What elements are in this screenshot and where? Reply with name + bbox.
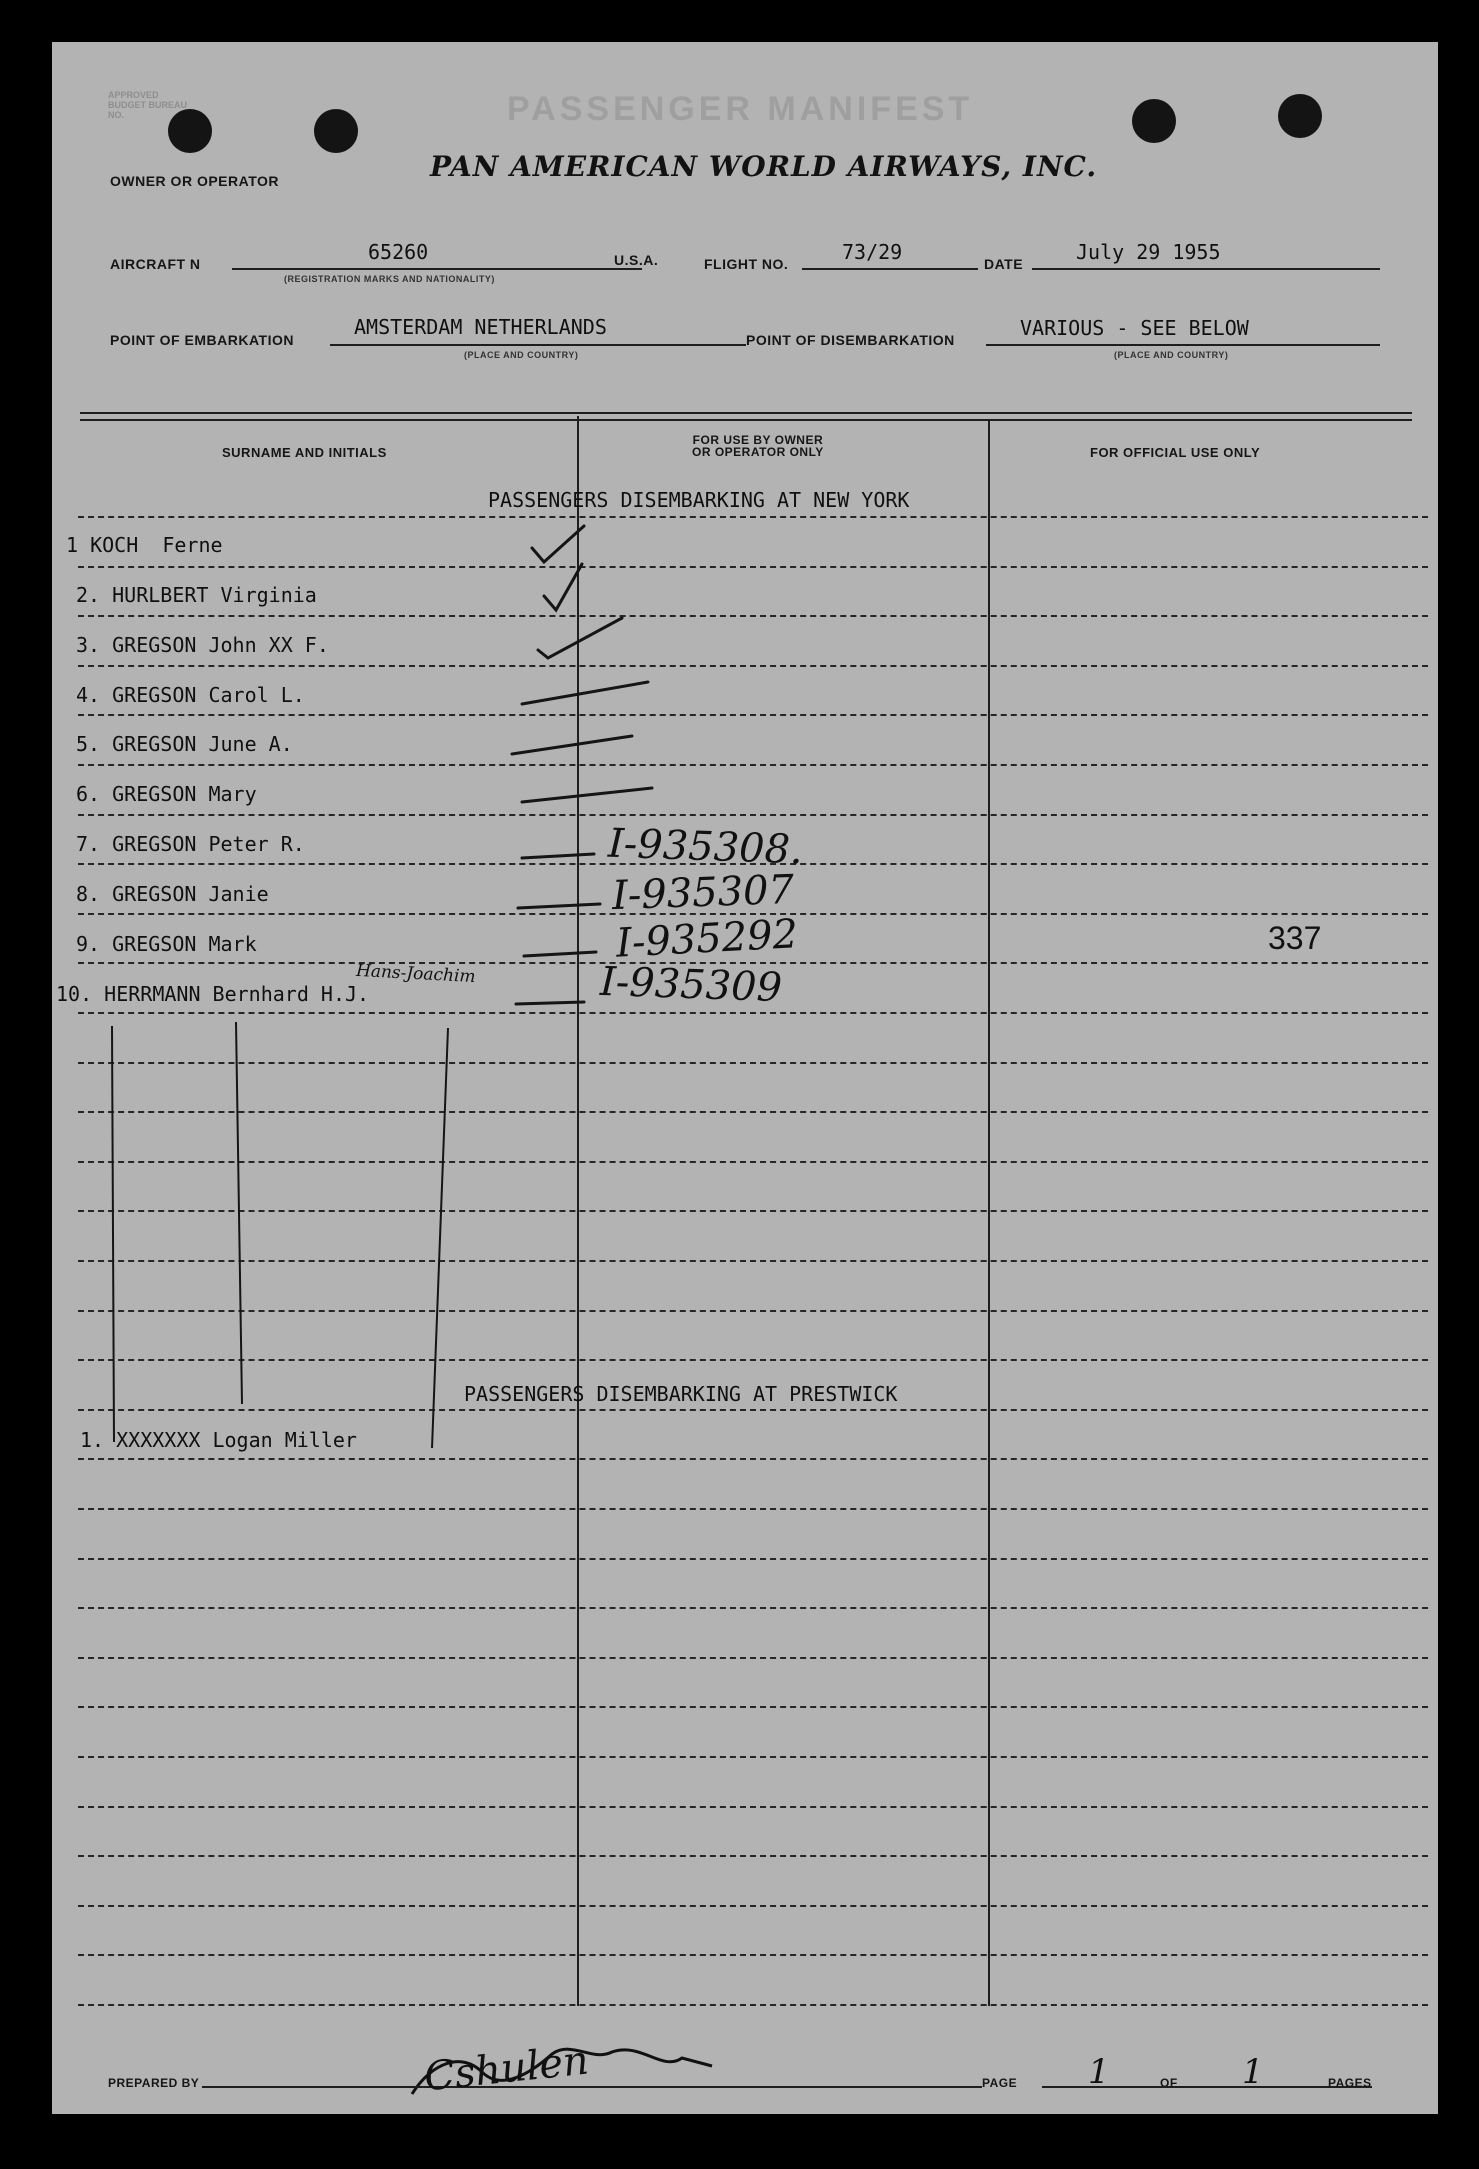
date-label: DATE xyxy=(984,256,1024,272)
passenger-name: 3. GREGSON John XX F. xyxy=(76,633,329,657)
column-header-line: OR OPERATOR ONLY xyxy=(692,445,824,459)
passenger-name: 4. GREGSON Carol L. xyxy=(76,683,305,707)
passenger-name: 6. GREGSON Mary xyxy=(76,782,257,806)
passenger-name: 2. HURLBERT Virginia xyxy=(76,583,317,607)
passenger-name: 8. GREGSON Janie xyxy=(76,882,269,906)
dash-mark xyxy=(518,904,600,908)
passenger-name: 1. XXXXXXX Logan Miller xyxy=(80,1428,357,1452)
flight-label: FLIGHT NO. xyxy=(704,256,789,272)
dash-mark xyxy=(512,736,632,754)
country-label: U.S.A. xyxy=(614,252,659,268)
passenger-name: 1 KOCH Ferne xyxy=(66,533,223,557)
page-number: 1 xyxy=(1088,2052,1110,2092)
immigration-number: I-935292 xyxy=(614,911,800,967)
disembarkation-label: POINT OF DISEMBARKATION xyxy=(746,332,955,348)
form-title: PASSENGER MANIFEST xyxy=(507,90,974,128)
embarkation-caption: (PLACE AND COUNTRY) xyxy=(464,350,579,360)
bracket-line xyxy=(432,1028,448,1448)
stamp-line: NO. xyxy=(108,110,125,120)
prepared-by-line xyxy=(202,2086,982,2088)
prepared-by-label: PREPARED BY xyxy=(108,2076,200,2090)
column-header-line: FOR USE BY OWNER xyxy=(692,433,824,447)
flight-date: July 29 1955 xyxy=(1076,240,1221,264)
immigration-number: I-935308. xyxy=(607,820,804,874)
dash-mark xyxy=(522,788,652,802)
check-mark-icon xyxy=(532,526,584,562)
embarkation-label: POINT OF EMBARKATION xyxy=(110,332,294,348)
disembarkation-caption: (PLACE AND COUNTRY) xyxy=(1114,350,1229,360)
section-prestwick: PASSENGERS DISEMBARKING AT PRESTWICK xyxy=(464,1382,898,1406)
immigration-number: I-935307 xyxy=(611,866,795,920)
dash-mark xyxy=(516,1002,584,1004)
passenger-name: 7. GREGSON Peter R. xyxy=(76,832,305,856)
flight-number: 73/29 xyxy=(842,240,903,264)
check-mark-icon xyxy=(538,618,622,658)
aircraft-number: 65260 xyxy=(368,240,429,264)
passenger-name: 9. GREGSON Mark xyxy=(76,932,257,956)
handwritten-given-names: Hans-Joachim xyxy=(355,960,477,988)
manifest-sheet xyxy=(52,42,1438,2114)
official-note: 337 xyxy=(1268,920,1322,956)
pages-label: PAGES xyxy=(1328,2076,1372,2090)
section-new-york: PASSENGERS DISEMBARKING AT NEW YORK xyxy=(488,488,910,512)
operator-name: PAN AMERICAN WORLD AIRWAYS, INC. xyxy=(430,150,1098,183)
operator-label: OWNER OR OPERATOR xyxy=(110,173,279,189)
stamp-line: BUDGET BUREAU xyxy=(108,100,188,110)
bracket-line xyxy=(236,1022,242,1404)
dash-mark xyxy=(524,952,596,956)
operator-marks xyxy=(52,42,1438,2114)
dash-mark xyxy=(522,682,648,704)
registration-caption: (REGISTRATION MARKS AND NATIONALITY) xyxy=(284,274,495,284)
embarkation-value: AMSTERDAM NETHERLANDS xyxy=(354,315,607,339)
preparer-signature: Cshulen xyxy=(422,2037,591,2101)
column-header-official: FOR OFFICIAL USE ONLY xyxy=(1090,445,1261,460)
passenger-name: 10. HERRMANN Bernhard H.J. xyxy=(56,982,370,1006)
column-header-surname: SURNAME AND INITIALS xyxy=(222,445,387,460)
page-line xyxy=(1042,2086,1372,2088)
of-label: OF xyxy=(1160,2076,1178,2090)
dash-mark xyxy=(522,854,594,858)
page-label: PAGE xyxy=(982,2076,1018,2090)
check-mark-icon xyxy=(544,564,582,610)
passenger-name: 5. GREGSON June A. xyxy=(76,732,293,756)
aircraft-label: AIRCRAFT N xyxy=(110,256,201,272)
page-total: 1 xyxy=(1242,2052,1264,2092)
stamp-line: APPROVED xyxy=(108,90,159,100)
immigration-number: I-935309 xyxy=(599,958,783,1012)
bracket-line xyxy=(112,1026,114,1442)
disembarkation-value: VARIOUS - SEE BELOW xyxy=(1020,316,1249,340)
